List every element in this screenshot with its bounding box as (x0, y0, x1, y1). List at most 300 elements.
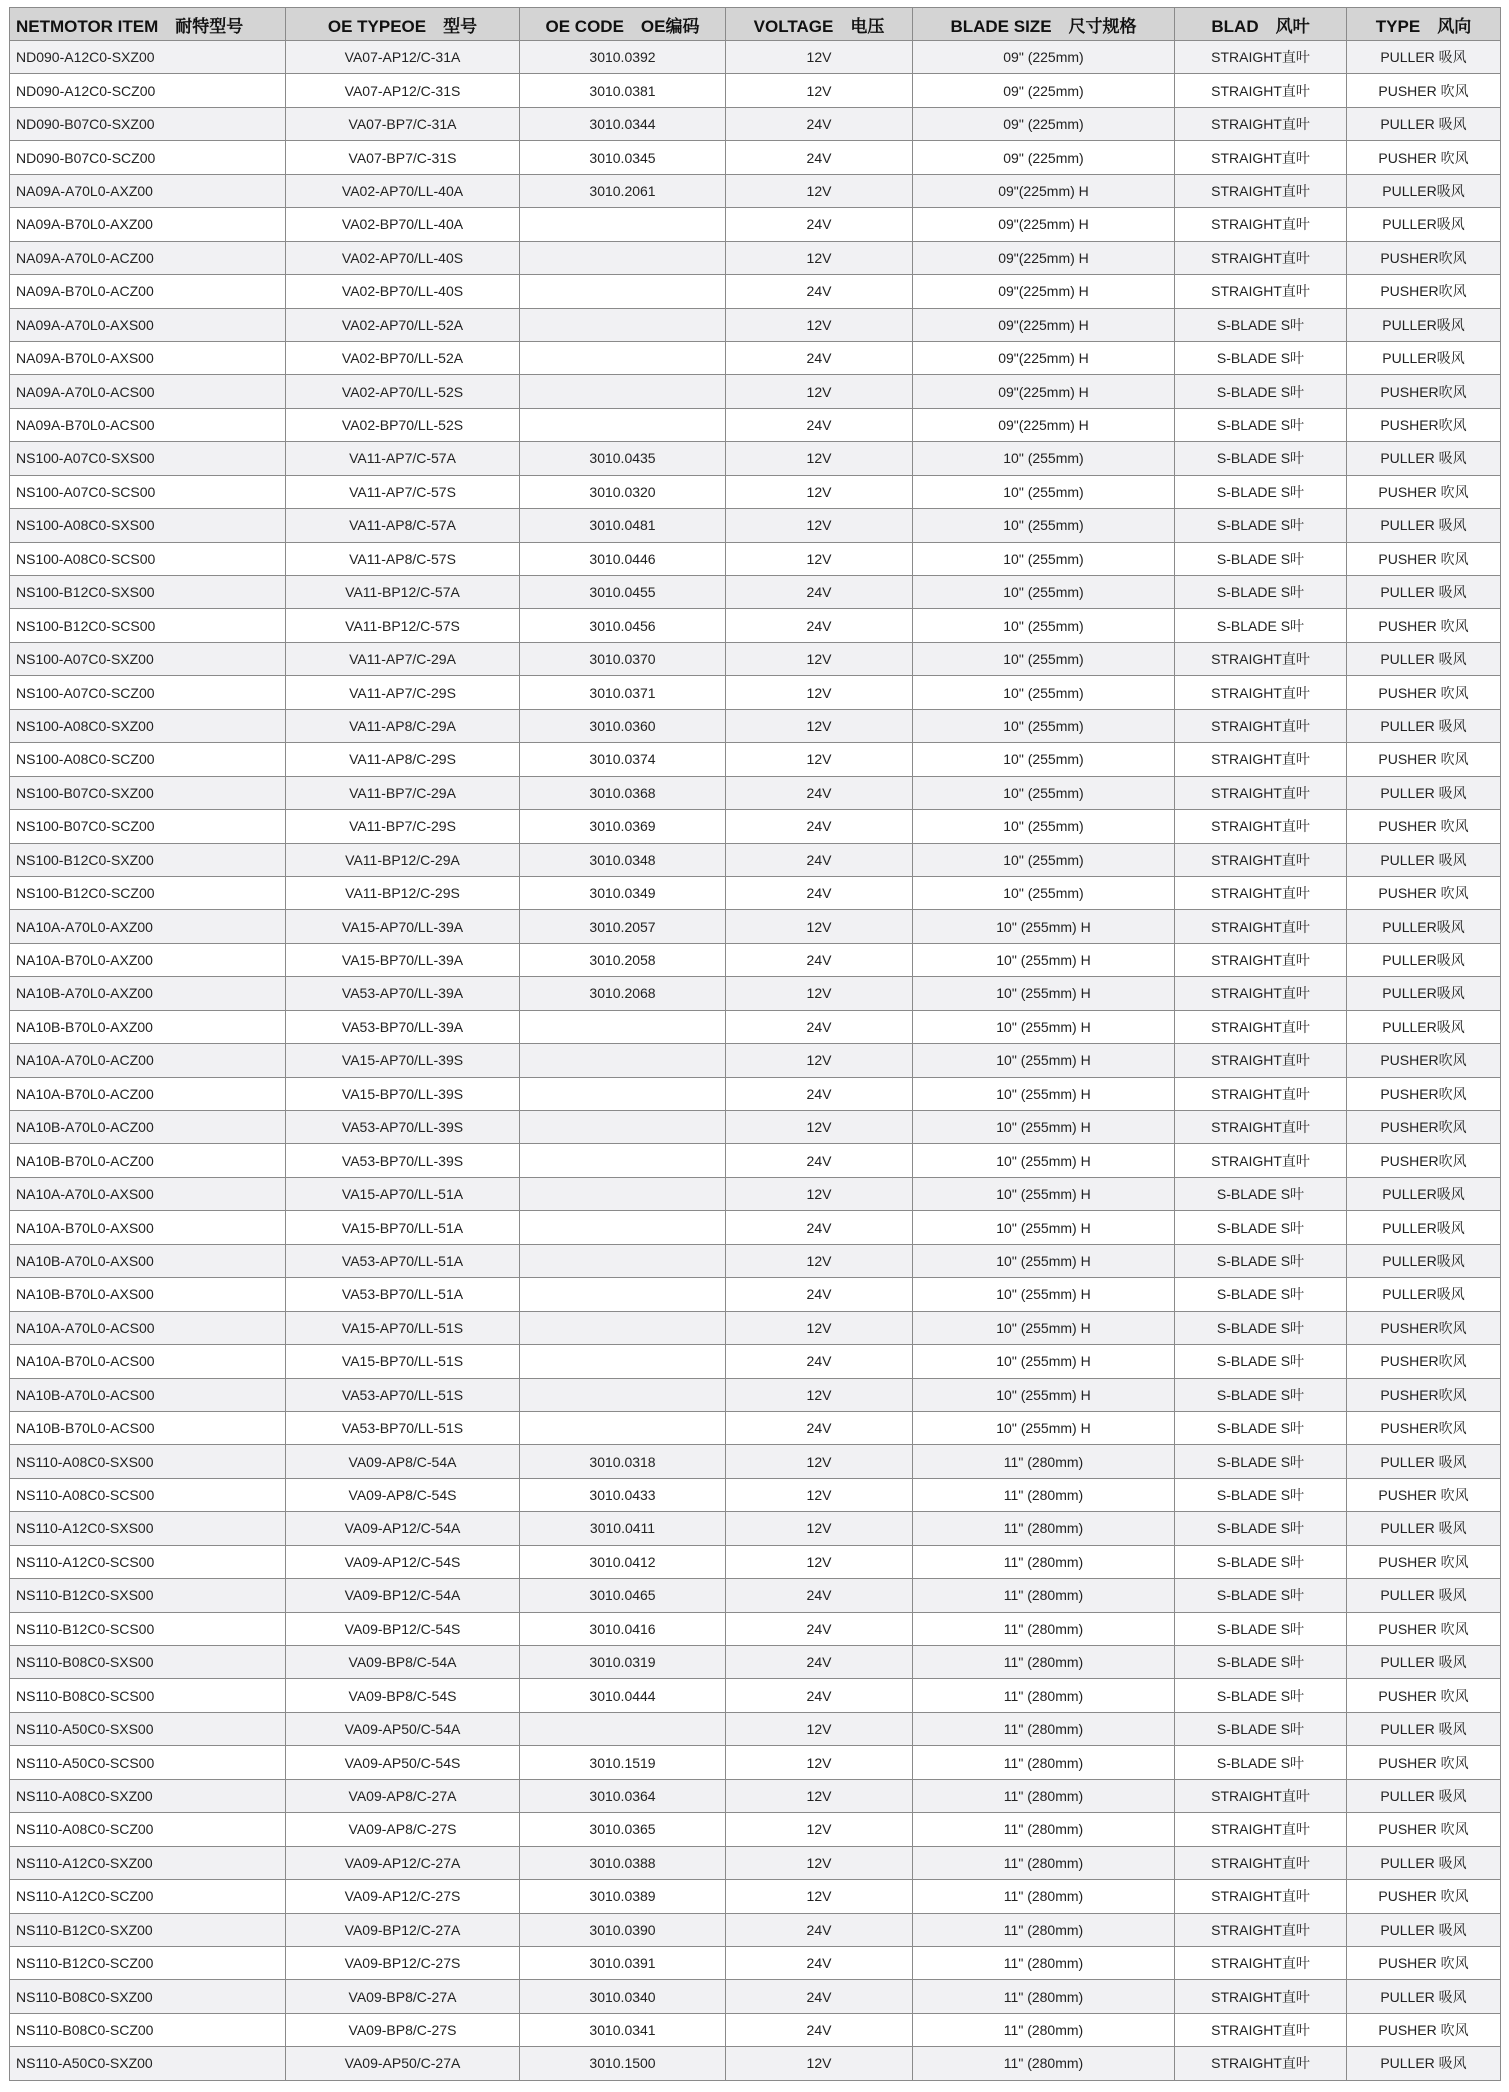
cell-type: PULLER吸风 (1347, 943, 1501, 976)
cell-blad: STRAIGHT直叶 (1175, 174, 1347, 207)
cell-blad: STRAIGHT直叶 (1175, 2013, 1347, 2046)
cell-oe-code: 3010.0412 (520, 1545, 726, 1578)
cell-type: PULLER 吸风 (1347, 2047, 1501, 2080)
cell-voltage: 24V (726, 810, 913, 843)
table-row (10, 1880, 1501, 1913)
cell-blade-size: 10" (255mm) (913, 509, 1175, 542)
cell-oe-type: VA53-BP70/LL-39A (286, 1010, 520, 1043)
cell-oe-type: VA53-BP70/LL-51S (286, 1411, 520, 1444)
cell-blade-size: 10" (255mm) H (913, 1378, 1175, 1411)
cell-blade-size: 11" (280mm) (913, 1512, 1175, 1545)
cell-netmotor-item: ND090-A12C0-SXZ00 (10, 41, 286, 74)
cell-voltage: 24V (726, 943, 913, 976)
cell-netmotor-item: NS110-A12C0-SXZ00 (10, 1846, 286, 1879)
cell-blad: S-BLADE S叶 (1175, 1646, 1347, 1679)
product-table (9, 7, 1501, 2081)
table-row (10, 609, 1501, 642)
cell-oe-type: VA09-AP50/C-54S (286, 1746, 520, 1779)
cell-blad: S-BLADE S叶 (1175, 475, 1347, 508)
cell-type: PULLER吸风 (1347, 1010, 1501, 1043)
cell-oe-type: VA09-AP8/C-54A (286, 1445, 520, 1478)
cell-voltage: 24V (726, 1211, 913, 1244)
cell-oe-code: 3010.0360 (520, 709, 726, 742)
cell-blade-size: 10" (255mm) H (913, 1411, 1175, 1444)
cell-type: PULLER 吸风 (1347, 1646, 1501, 1679)
cell-blade-size: 09"(225mm) H (913, 375, 1175, 408)
cell-blad: S-BLADE S叶 (1175, 1679, 1347, 1712)
table-row (10, 241, 1501, 274)
cell-oe-code: 3010.0392 (520, 41, 726, 74)
table-row (10, 1980, 1501, 2013)
cell-voltage: 24V (726, 1646, 913, 1679)
cell-netmotor-item: NA10A-B70L0-AXS00 (10, 1211, 286, 1244)
cell-type: PULLER吸风 (1347, 1177, 1501, 1210)
cell-blad: STRAIGHT直叶 (1175, 41, 1347, 74)
table-row (10, 843, 1501, 876)
cell-netmotor-item: NA10B-B70L0-AXZ00 (10, 1010, 286, 1043)
cell-type: PUSHER吹风 (1347, 1311, 1501, 1344)
cell-voltage: 24V (726, 208, 913, 241)
cell-blad: STRAIGHT直叶 (1175, 709, 1347, 742)
cell-voltage: 24V (726, 1579, 913, 1612)
cell-voltage: 24V (726, 609, 913, 642)
cell-netmotor-item: NS100-B12C0-SXS00 (10, 576, 286, 609)
cell-oe-type: VA15-AP70/LL-39S (286, 1044, 520, 1077)
table-row (10, 876, 1501, 909)
cell-blade-size: 10" (255mm) (913, 876, 1175, 909)
cell-oe-type: VA02-AP70/LL-40S (286, 241, 520, 274)
cell-oe-code (520, 1278, 726, 1311)
cell-blade-size: 10" (255mm) H (913, 1111, 1175, 1144)
cell-oe-code: 3010.0381 (520, 74, 726, 107)
cell-netmotor-item: NS110-A08C0-SXZ00 (10, 1779, 286, 1812)
cell-type: PUSHER 吹风 (1347, 1880, 1501, 1913)
cell-voltage: 24V (726, 2013, 913, 2046)
cell-netmotor-item: NA09A-B70L0-ACZ00 (10, 275, 286, 308)
cell-netmotor-item: ND090-A12C0-SCZ00 (10, 74, 286, 107)
cell-oe-type: VA11-BP7/C-29A (286, 776, 520, 809)
cell-netmotor-item: NS110-B08C0-SXS00 (10, 1646, 286, 1679)
table-row (10, 1545, 1501, 1578)
cell-netmotor-item: NS100-A07C0-SXS00 (10, 442, 286, 475)
table-row (10, 2013, 1501, 2046)
cell-blad: S-BLADE S叶 (1175, 1378, 1347, 1411)
cell-oe-code: 3010.0341 (520, 2013, 726, 2046)
cell-oe-code (520, 1712, 726, 1745)
cell-type: PUSHER 吹风 (1347, 1478, 1501, 1511)
cell-oe-type: VA09-AP50/C-27A (286, 2047, 520, 2080)
table-row (10, 341, 1501, 374)
cell-oe-type: VA09-BP12/C-54S (286, 1612, 520, 1645)
cell-oe-type: VA11-AP8/C-29A (286, 709, 520, 742)
cell-oe-code (520, 275, 726, 308)
cell-blade-size: 11" (280mm) (913, 1712, 1175, 1745)
cell-type: PULLER 吸风 (1347, 1980, 1501, 2013)
cell-oe-type: VA11-BP7/C-29S (286, 810, 520, 843)
cell-voltage: 12V (726, 1478, 913, 1511)
cell-netmotor-item: NS100-A08C0-SXS00 (10, 509, 286, 542)
cell-voltage: 24V (726, 843, 913, 876)
cell-voltage: 24V (726, 1980, 913, 2013)
cell-type: PULLER吸风 (1347, 977, 1501, 1010)
cell-type: PUSHER 吹风 (1347, 542, 1501, 575)
cell-type: PUSHER 吹风 (1347, 609, 1501, 642)
cell-blade-size: 10" (255mm) H (913, 1044, 1175, 1077)
cell-oe-code: 3010.0433 (520, 1478, 726, 1511)
cell-blad: S-BLADE S叶 (1175, 509, 1347, 542)
cell-blad: STRAIGHT直叶 (1175, 743, 1347, 776)
cell-blad: S-BLADE S叶 (1175, 576, 1347, 609)
cell-netmotor-item: NS100-B12C0-SCZ00 (10, 876, 286, 909)
table-row (10, 1378, 1501, 1411)
cell-voltage: 24V (726, 1679, 913, 1712)
cell-type: PULLER 吸风 (1347, 509, 1501, 542)
cell-oe-type: VA15-BP70/LL-39A (286, 943, 520, 976)
cell-oe-code (520, 1378, 726, 1411)
cell-type: PUSHER吹风 (1347, 408, 1501, 441)
cell-oe-code (520, 1111, 726, 1144)
cell-netmotor-item: NA10A-B70L0-ACS00 (10, 1345, 286, 1378)
table-row (10, 1679, 1501, 1712)
cell-netmotor-item: NS110-B12C0-SCZ00 (10, 1946, 286, 1979)
cell-oe-code: 3010.0411 (520, 1512, 726, 1545)
cell-blade-size: 10" (255mm) H (913, 1144, 1175, 1177)
cell-netmotor-item: NS110-B12C0-SCS00 (10, 1612, 286, 1645)
cell-voltage: 12V (726, 1378, 913, 1411)
cell-blad: STRAIGHT直叶 (1175, 843, 1347, 876)
cell-oe-type: VA02-BP70/LL-40A (286, 208, 520, 241)
cell-blad: STRAIGHT直叶 (1175, 208, 1347, 241)
table-row (10, 1177, 1501, 1210)
cell-voltage: 12V (726, 1177, 913, 1210)
cell-blade-size: 11" (280mm) (913, 1445, 1175, 1478)
table-row (10, 1211, 1501, 1244)
header-voltage: VOLTAGE 电压 (726, 8, 913, 41)
cell-blade-size: 10" (255mm) (913, 576, 1175, 609)
cell-oe-type: VA09-BP8/C-54A (286, 1646, 520, 1679)
cell-blade-size: 10" (255mm) H (913, 1311, 1175, 1344)
table-row (10, 1311, 1501, 1344)
cell-voltage: 24V (726, 1144, 913, 1177)
cell-oe-type: VA15-AP70/LL-51A (286, 1177, 520, 1210)
table-row (10, 1044, 1501, 1077)
cell-oe-code: 3010.0371 (520, 676, 726, 709)
table-row (10, 1512, 1501, 1545)
cell-blade-size: 09"(225mm) H (913, 208, 1175, 241)
table-row (10, 1612, 1501, 1645)
cell-voltage: 12V (726, 1880, 913, 1913)
cell-oe-type: VA07-AP12/C-31S (286, 74, 520, 107)
cell-voltage: 12V (726, 308, 913, 341)
cell-netmotor-item: NS110-A08C0-SCZ00 (10, 1813, 286, 1846)
cell-blade-size: 10" (255mm) H (913, 1211, 1175, 1244)
cell-blad: S-BLADE S叶 (1175, 1278, 1347, 1311)
cell-netmotor-item: NS110-A12C0-SCZ00 (10, 1880, 286, 1913)
table-row (10, 1445, 1501, 1478)
cell-blade-size: 10" (255mm) (913, 843, 1175, 876)
cell-oe-type: VA09-AP12/C-27S (286, 1880, 520, 1913)
cell-oe-code (520, 1044, 726, 1077)
cell-oe-type: VA11-AP8/C-57A (286, 509, 520, 542)
cell-blade-size: 10" (255mm) (913, 810, 1175, 843)
table-row (10, 1946, 1501, 1979)
cell-oe-code: 3010.0481 (520, 509, 726, 542)
cell-blade-size: 10" (255mm) (913, 475, 1175, 508)
cell-netmotor-item: NS100-A08C0-SCS00 (10, 542, 286, 575)
table-row (10, 475, 1501, 508)
cell-blad: S-BLADE S叶 (1175, 1411, 1347, 1444)
cell-type: PUSHER吹风 (1347, 275, 1501, 308)
cell-blade-size: 09"(225mm) H (913, 408, 1175, 441)
cell-oe-type: VA02-BP70/LL-40S (286, 275, 520, 308)
table-header (10, 8, 1501, 41)
cell-voltage: 24V (726, 341, 913, 374)
cell-blade-size: 09"(225mm) H (913, 174, 1175, 207)
cell-oe-code (520, 1010, 726, 1043)
cell-blad: STRAIGHT直叶 (1175, 910, 1347, 943)
cell-oe-code: 3010.0320 (520, 475, 726, 508)
cell-netmotor-item: NS110-A50C0-SXS00 (10, 1712, 286, 1745)
cell-blad: STRAIGHT直叶 (1175, 1880, 1347, 1913)
cell-voltage: 24V (726, 1612, 913, 1645)
cell-oe-code (520, 1177, 726, 1210)
cell-blad: STRAIGHT直叶 (1175, 1779, 1347, 1812)
cell-type: PUSHER 吹风 (1347, 676, 1501, 709)
cell-netmotor-item: NS100-A08C0-SXZ00 (10, 709, 286, 742)
cell-oe-code: 3010.2061 (520, 174, 726, 207)
cell-blad: STRAIGHT直叶 (1175, 1111, 1347, 1144)
cell-oe-type: VA53-BP70/LL-51A (286, 1278, 520, 1311)
cell-blad: STRAIGHT直叶 (1175, 107, 1347, 140)
cell-voltage: 12V (726, 2047, 913, 2080)
cell-oe-code: 3010.0368 (520, 776, 726, 809)
cell-voltage: 24V (726, 1345, 913, 1378)
header-blad: BLAD 风叶 (1175, 8, 1347, 41)
cell-netmotor-item: NA10A-A70L0-AXS00 (10, 1177, 286, 1210)
cell-netmotor-item: NS110-A08C0-SCS00 (10, 1478, 286, 1511)
cell-oe-code: 3010.0435 (520, 442, 726, 475)
table-row (10, 1579, 1501, 1612)
cell-blad: STRAIGHT直叶 (1175, 241, 1347, 274)
cell-oe-type: VA09-BP12/C-27S (286, 1946, 520, 1979)
cell-oe-type: VA09-BP12/C-27A (286, 1913, 520, 1946)
cell-type: PUSHER 吹风 (1347, 475, 1501, 508)
cell-netmotor-item: NS110-A50C0-SCS00 (10, 1746, 286, 1779)
cell-blade-size: 10" (255mm) H (913, 977, 1175, 1010)
cell-netmotor-item: NA10B-A70L0-AXZ00 (10, 977, 286, 1010)
cell-oe-type: VA11-AP8/C-29S (286, 743, 520, 776)
cell-oe-type: VA15-BP70/LL-51S (286, 1345, 520, 1378)
cell-netmotor-item: NA10B-B70L0-ACZ00 (10, 1144, 286, 1177)
cell-oe-type: VA11-BP12/C-57S (286, 609, 520, 642)
cell-type: PULLER吸风 (1347, 910, 1501, 943)
cell-type: PULLER吸风 (1347, 1244, 1501, 1277)
cell-blade-size: 10" (255mm) (913, 676, 1175, 709)
table-row (10, 977, 1501, 1010)
cell-blad: STRAIGHT直叶 (1175, 1010, 1347, 1043)
cell-blade-size: 10" (255mm) (913, 743, 1175, 776)
cell-blade-size: 09" (225mm) (913, 74, 1175, 107)
cell-oe-type: VA15-BP70/LL-51A (286, 1211, 520, 1244)
cell-oe-type: VA11-AP7/C-29A (286, 642, 520, 675)
table-row (10, 208, 1501, 241)
cell-type: PULLER 吸风 (1347, 843, 1501, 876)
cell-blad: STRAIGHT直叶 (1175, 810, 1347, 843)
cell-voltage: 12V (726, 910, 913, 943)
cell-type: PUSHER吹风 (1347, 1111, 1501, 1144)
cell-type: PUSHER吹风 (1347, 1077, 1501, 1110)
table-row (10, 676, 1501, 709)
cell-netmotor-item: NS110-A50C0-SXZ00 (10, 2047, 286, 2080)
cell-type: PULLER 吸风 (1347, 1712, 1501, 1745)
cell-netmotor-item: NS100-B12C0-SCS00 (10, 609, 286, 642)
cell-netmotor-item: NS100-A07C0-SXZ00 (10, 642, 286, 675)
cell-blade-size: 09"(225mm) H (913, 308, 1175, 341)
table-row (10, 1010, 1501, 1043)
cell-voltage: 12V (726, 709, 913, 742)
cell-oe-code: 3010.0319 (520, 1646, 726, 1679)
cell-type: PULLER 吸风 (1347, 1846, 1501, 1879)
cell-voltage: 12V (726, 241, 913, 274)
cell-type: PUSHER吹风 (1347, 375, 1501, 408)
cell-oe-code (520, 341, 726, 374)
cell-type: PULLER 吸风 (1347, 1779, 1501, 1812)
cell-oe-type: VA09-AP12/C-27A (286, 1846, 520, 1879)
cell-netmotor-item: NS110-A12C0-SCS00 (10, 1545, 286, 1578)
table-row (10, 107, 1501, 140)
cell-oe-code (520, 1244, 726, 1277)
cell-oe-code: 3010.0348 (520, 843, 726, 876)
cell-oe-type: VA53-AP70/LL-51A (286, 1244, 520, 1277)
cell-oe-code: 3010.0364 (520, 1779, 726, 1812)
cell-type: PUSHER 吹风 (1347, 1545, 1501, 1578)
cell-blad: STRAIGHT直叶 (1175, 676, 1347, 709)
cell-type: PUSHER 吹风 (1347, 743, 1501, 776)
cell-netmotor-item: NA09A-B70L0-AXZ00 (10, 208, 286, 241)
cell-netmotor-item: NA10B-A70L0-AXS00 (10, 1244, 286, 1277)
cell-type: PULLER 吸风 (1347, 576, 1501, 609)
cell-netmotor-item: NA10A-A70L0-ACS00 (10, 1311, 286, 1344)
table-row (10, 408, 1501, 441)
cell-voltage: 12V (726, 475, 913, 508)
cell-voltage: 12V (726, 1779, 913, 1812)
cell-type: PUSHER 吹风 (1347, 1946, 1501, 1979)
cell-type: PULLER 吸风 (1347, 642, 1501, 675)
cell-netmotor-item: NS110-B08C0-SCZ00 (10, 2013, 286, 2046)
cell-oe-type: VA11-BP12/C-29S (286, 876, 520, 909)
cell-blad: S-BLADE S叶 (1175, 442, 1347, 475)
cell-netmotor-item: NA10A-B70L0-AXZ00 (10, 943, 286, 976)
cell-blade-size: 10" (255mm) H (913, 1278, 1175, 1311)
cell-voltage: 12V (726, 509, 913, 542)
cell-type: PUSHER 吹风 (1347, 1813, 1501, 1846)
cell-blade-size: 10" (255mm) H (913, 1077, 1175, 1110)
cell-blad: S-BLADE S叶 (1175, 308, 1347, 341)
cell-voltage: 12V (726, 41, 913, 74)
table-row (10, 1779, 1501, 1812)
cell-netmotor-item: NA09A-B70L0-ACS00 (10, 408, 286, 441)
cell-voltage: 24V (726, 1077, 913, 1110)
cell-blad: STRAIGHT直叶 (1175, 2047, 1347, 2080)
cell-netmotor-item: NA10A-A70L0-AXZ00 (10, 910, 286, 943)
cell-netmotor-item: NA10B-A70L0-ACS00 (10, 1378, 286, 1411)
table-row (10, 41, 1501, 74)
table-row (10, 375, 1501, 408)
cell-blade-size: 11" (280mm) (913, 1612, 1175, 1645)
cell-blad: STRAIGHT直叶 (1175, 1813, 1347, 1846)
cell-voltage: 24V (726, 876, 913, 909)
cell-voltage: 24V (726, 107, 913, 140)
cell-blade-size: 10" (255mm) (913, 709, 1175, 742)
cell-netmotor-item: NS100-A08C0-SCZ00 (10, 743, 286, 776)
cell-blad: STRAIGHT直叶 (1175, 1913, 1347, 1946)
cell-blade-size: 10" (255mm) (913, 542, 1175, 575)
table-row (10, 810, 1501, 843)
cell-oe-type: VA53-AP70/LL-39A (286, 977, 520, 1010)
cell-blade-size: 09" (225mm) (913, 141, 1175, 174)
header-type: TYPE 风向 (1347, 8, 1501, 41)
cell-type: PULLER吸风 (1347, 308, 1501, 341)
cell-voltage: 12V (726, 1846, 913, 1879)
cell-oe-code: 3010.0370 (520, 642, 726, 675)
cell-oe-code: 3010.0416 (520, 1612, 726, 1645)
cell-oe-type: VA53-BP70/LL-39S (286, 1144, 520, 1177)
header-oe-code: OE CODE OE编码 (520, 8, 726, 41)
cell-voltage: 12V (726, 1712, 913, 1745)
cell-netmotor-item: NS110-B12C0-SXS00 (10, 1579, 286, 1612)
cell-type: PUSHER 吹风 (1347, 810, 1501, 843)
cell-blade-size: 11" (280mm) (913, 1913, 1175, 1946)
cell-netmotor-item: NA09A-A70L0-AXZ00 (10, 174, 286, 207)
cell-type: PULLER 吸风 (1347, 1512, 1501, 1545)
cell-oe-type: VA11-AP7/C-57A (286, 442, 520, 475)
cell-netmotor-item: NA09A-A70L0-ACS00 (10, 375, 286, 408)
cell-blad: STRAIGHT直叶 (1175, 1980, 1347, 2013)
table-row (10, 442, 1501, 475)
cell-type: PULLER吸风 (1347, 1278, 1501, 1311)
cell-oe-code: 3010.0456 (520, 609, 726, 642)
table-row (10, 2047, 1501, 2080)
table-row (10, 141, 1501, 174)
cell-netmotor-item: NS100-A07C0-SCS00 (10, 475, 286, 508)
cell-oe-code: 3010.0455 (520, 576, 726, 609)
table-row (10, 1111, 1501, 1144)
cell-oe-code: 3010.0444 (520, 1679, 726, 1712)
cell-type: PUSHER吹风 (1347, 1044, 1501, 1077)
cell-blad: S-BLADE S叶 (1175, 1177, 1347, 1210)
cell-oe-type: VA15-AP70/LL-39A (286, 910, 520, 943)
cell-type: PULLER 吸风 (1347, 776, 1501, 809)
cell-blade-size: 11" (280mm) (913, 1946, 1175, 1979)
cell-blade-size: 11" (280mm) (913, 1478, 1175, 1511)
table-row (10, 74, 1501, 107)
cell-oe-code: 3010.0374 (520, 743, 726, 776)
cell-type: PULLER 吸风 (1347, 442, 1501, 475)
cell-netmotor-item: NS110-B08C0-SXZ00 (10, 1980, 286, 2013)
cell-voltage: 12V (726, 1512, 913, 1545)
cell-blade-size: 11" (280mm) (913, 1646, 1175, 1679)
cell-oe-type: VA02-AP70/LL-40A (286, 174, 520, 207)
cell-blade-size: 11" (280mm) (913, 2047, 1175, 2080)
table-row (10, 709, 1501, 742)
cell-oe-type: VA11-AP7/C-57S (286, 475, 520, 508)
cell-voltage: 24V (726, 1411, 913, 1444)
cell-blad: STRAIGHT直叶 (1175, 642, 1347, 675)
cell-blad: S-BLADE S叶 (1175, 1545, 1347, 1578)
cell-oe-code: 3010.0345 (520, 141, 726, 174)
cell-voltage: 12V (726, 74, 913, 107)
cell-blade-size: 11" (280mm) (913, 1813, 1175, 1846)
